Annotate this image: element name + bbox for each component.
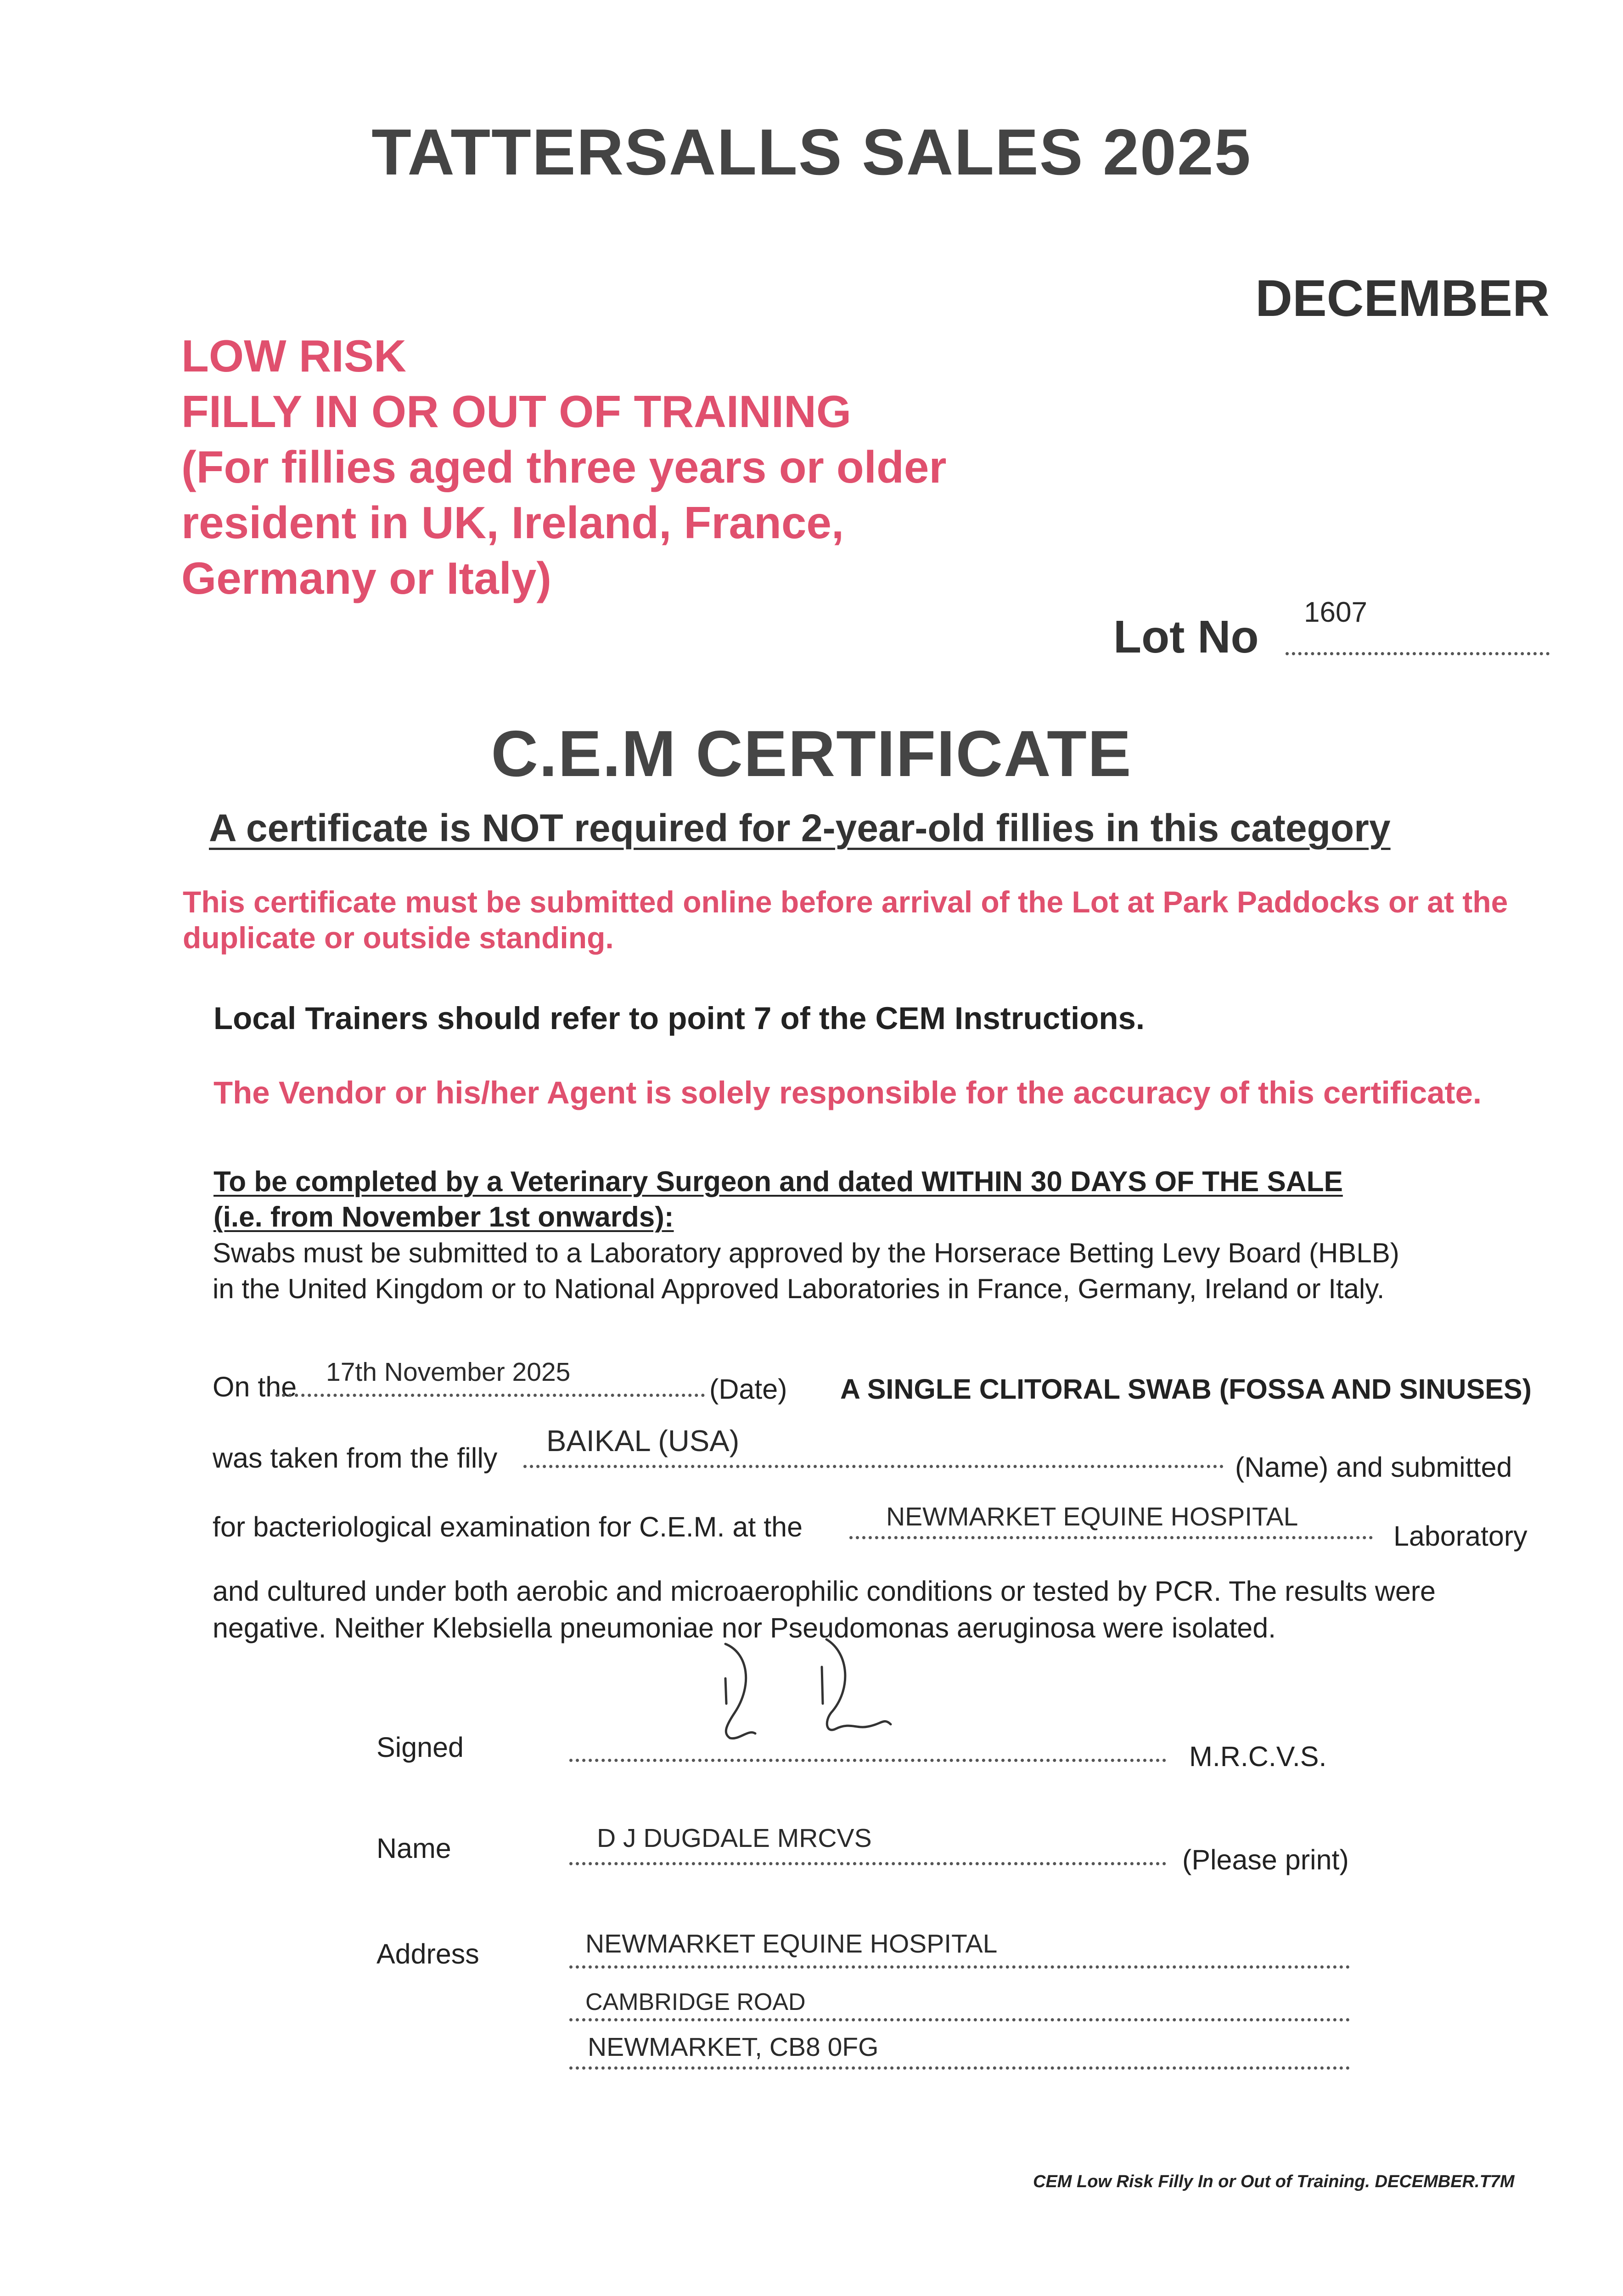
address-dotted-line (569, 2066, 1350, 2070)
swab-instruction-line: in the United Kingdom or to National Approved Laboratories in France, Germany, Ireland or Italy. (213, 1273, 1385, 1304)
sale-month: DECEMBER (1255, 270, 1550, 327)
category-line: FILLY IN OR OUT OF TRAINING (181, 386, 852, 437)
laboratory-field[interactable]: NEWMARKET EQUINE HOSPITAL (886, 1502, 1298, 1531)
category-line: resident in UK, Ireland, France, (181, 497, 844, 548)
category-line: LOW RISK (181, 331, 406, 381)
vendor-responsibility-notice: The Vendor or his/her Agent is solely responsible for the accuracy of this certificate. (213, 1075, 1482, 1110)
date-dotted-line (275, 1394, 705, 1397)
taken-from-label: was taken from the filly (213, 1442, 498, 1474)
signed-label: Signed (376, 1732, 464, 1763)
completion-heading-line: To be completed by a Veterinary Surgeon and dated WITHIN 30 DAYS OF THE SALE (213, 1166, 1343, 1198)
certificate-title: C.E.M CERTIFICATE (491, 717, 1132, 790)
vet-name-field[interactable]: D J DUGDALE MRCVS (597, 1823, 872, 1853)
results-line: and cultured under both aerobic and microaerophilic conditions or tested by PCR. The results were (213, 1576, 1436, 1607)
swab-description: A SINGLE CLITORAL SWAB (FOSSA AND SINUSES) (840, 1373, 1532, 1405)
laboratory-dotted-line (849, 1536, 1373, 1539)
not-required-notice: A certificate is NOT required for 2-year-old fillies in this category (209, 806, 1391, 850)
submit-online-notice: This certificate must be submitted online before arrival of the Lot at Park Paddocks or at the duplicate or outside standing. (183, 885, 1508, 955)
name-label: Name (376, 1833, 451, 1864)
lot-number: 1607 (1304, 597, 1367, 628)
results-line: negative. Neither Klebsiella pneumoniae nor Pseudomonas aeruginosa were isolated. (213, 1612, 1276, 1643)
address-line-field[interactable]: NEWMARKET, CB8 0FG (588, 2032, 879, 2062)
vet-name-dotted-line (569, 1862, 1166, 1865)
completion-heading-line: (i.e. from November 1st onwards): (213, 1201, 674, 1233)
signature-dotted-line (569, 1759, 1166, 1762)
filly-name-dotted-line (523, 1465, 1224, 1468)
address-dotted-line (569, 1965, 1350, 1969)
address-dotted-line (569, 2018, 1350, 2021)
on-the-label: On the (213, 1371, 297, 1402)
address-line-field[interactable]: NEWMARKET EQUINE HOSPITAL (585, 1929, 998, 1958)
lot-label: Lot No (1113, 611, 1259, 663)
date-suffix: (Date) (709, 1373, 787, 1405)
please-print-label: (Please print) (1182, 1844, 1349, 1875)
category-line: Germany or Italy) (181, 553, 552, 603)
page-title: TATTERSALLS SALES 2025 (371, 116, 1252, 189)
category-line: (For fillies aged three years or older (181, 442, 947, 492)
filly-name-field[interactable]: BAIKAL (USA) (546, 1424, 740, 1458)
category-block (181, 328, 1146, 606)
swab-laboratory-instructions (213, 1235, 1399, 1307)
swab-instruction-line: Swabs must be submitted to a Laboratory approved by the Horserace Betting Levy Board (HBLB) (213, 1238, 1399, 1268)
address-label: Address (376, 1938, 479, 1970)
address-line-field[interactable]: CAMBRIDGE ROAD (585, 1989, 806, 2015)
date-field[interactable]: 17th November 2025 (326, 1357, 571, 1387)
laboratory-suffix: Laboratory (1393, 1520, 1528, 1552)
vet-signature (698, 1635, 955, 1754)
local-trainers-notice: Local Trainers should refer to point 7 of the CEM Instructions. (213, 1001, 1145, 1036)
lot-dotted-line (1286, 652, 1550, 655)
exam-label: for bacteriological examination for C.E.M. at the (213, 1511, 803, 1542)
form-reference: CEM Low Risk Filly In or Out of Training. DECEMBER.T7M (1033, 2172, 1515, 2191)
mrcvs-label: M.R.C.V.S. (1189, 1741, 1327, 1772)
name-suffix: (Name) and submitted (1235, 1452, 1512, 1483)
completion-instructions-heading (213, 1164, 1343, 1235)
